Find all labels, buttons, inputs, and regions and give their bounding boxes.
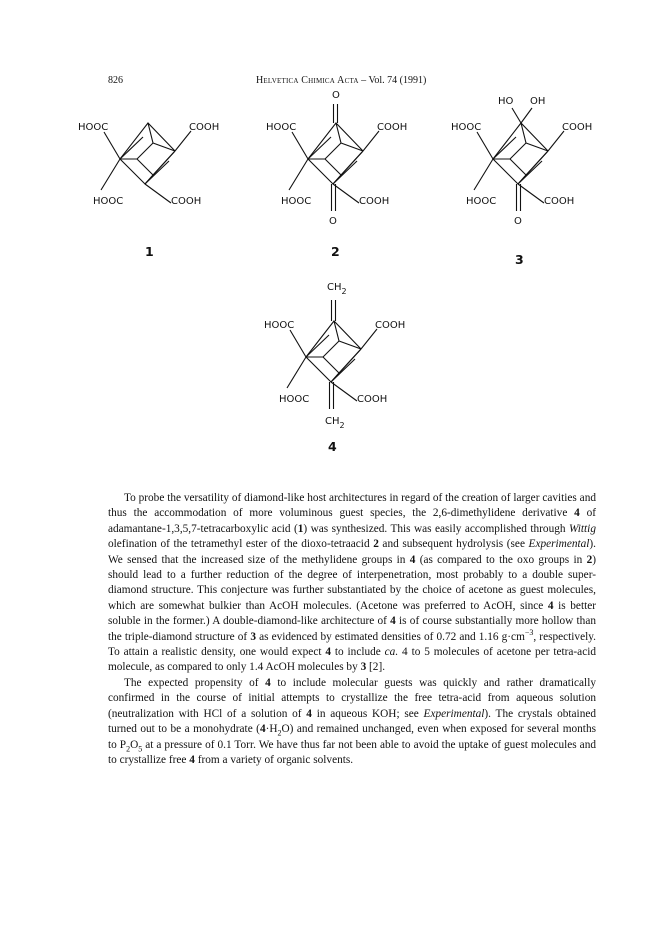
compound-reference: 4 bbox=[574, 507, 580, 520]
text-run: 4 to 5 molecules of acetone per tetra-acid molecule, as compared to only 1.4 AcOH molecules by bbox=[108, 646, 596, 674]
compound-label: 3 bbox=[515, 252, 524, 267]
carboxyl-group: COOH bbox=[377, 122, 408, 133]
oxo-group: O bbox=[514, 216, 522, 227]
paragraph-2 bbox=[108, 676, 596, 768]
structure-4 bbox=[264, 282, 405, 454]
compound-label: 1 bbox=[145, 244, 154, 259]
carboxyl-group: HOOC bbox=[264, 320, 295, 331]
paragraph-1 bbox=[108, 491, 596, 676]
text-run: ). We sensed that the increased size of the methylidene groups in bbox=[108, 538, 596, 566]
methylidene-group: $CH_2$ bbox=[325, 416, 345, 430]
compound-label: 4 bbox=[328, 439, 337, 454]
italic-text: Experimental bbox=[423, 707, 485, 720]
compound-reference: 4 bbox=[390, 615, 396, 628]
compound-reference: 4 bbox=[189, 753, 195, 766]
journal-volume: – Vol. 74 (1991) bbox=[361, 75, 427, 86]
methylidene-group: $CH_2$ bbox=[327, 282, 347, 296]
adamantane-skeleton bbox=[493, 123, 548, 184]
text-run: ·H bbox=[265, 723, 278, 736]
text-run: ). The crystals obtained turned out to be a monohydrate ( bbox=[108, 707, 597, 736]
text-run: O) and remained unchanged, even when exposed for several months to P bbox=[108, 723, 596, 751]
carboxyl-group: HOOC bbox=[266, 122, 297, 133]
carboxyl-group: HOOC bbox=[281, 196, 312, 207]
text-run: as evidenced by estimated densities of 0.72 and 1.16 g·cm bbox=[255, 630, 525, 643]
carboxyl-group: COOH bbox=[544, 196, 575, 207]
subscript: 2 bbox=[277, 728, 282, 738]
structure-1 bbox=[78, 122, 219, 259]
compound-reference: 4 bbox=[547, 599, 554, 612]
compound-reference: 3 bbox=[360, 661, 367, 674]
text-run: in aqueous KOH; see bbox=[311, 707, 424, 720]
page-number: 826 bbox=[108, 75, 123, 86]
text-run: olefination of the tetramethyl ester of the dioxo-tetraacid bbox=[108, 538, 374, 551]
carboxyl-group: HOOC bbox=[78, 122, 109, 133]
adamantane-skeleton bbox=[120, 123, 175, 184]
text-run: , respectively. To attain a realistic density, one would expect bbox=[108, 630, 596, 659]
superscript: −3 bbox=[524, 627, 534, 637]
subscript: 2 bbox=[126, 743, 131, 753]
oxo-group: O bbox=[332, 90, 340, 101]
compound-reference: 1 bbox=[297, 522, 304, 535]
italic-text: ca. bbox=[384, 646, 399, 659]
carboxyl-group: COOH bbox=[189, 122, 220, 133]
compound-reference: 2 bbox=[586, 553, 593, 566]
text-run: The expected propensity of bbox=[124, 676, 266, 689]
text-run: (as compared to the oxo groups in bbox=[415, 553, 587, 566]
hydroxyl-group: OH bbox=[530, 96, 546, 107]
text-run: ) was synthesized. This was easily accomplished through bbox=[303, 522, 569, 535]
compound-reference: 4 bbox=[259, 723, 266, 736]
carboxyl-group: COOH bbox=[171, 196, 202, 207]
text-run: to include molecular guests was quickly and rather dramatically confirmed in the course of initial attempts to crystallize the free tetra-acid from aqueous solution (neutralization with HCl of a solution of bbox=[108, 676, 596, 720]
compound-reference: 4 bbox=[409, 553, 416, 566]
carboxyl-group: COOH bbox=[562, 122, 593, 133]
italic-text: Experimental bbox=[528, 538, 590, 551]
text-run: [2]. bbox=[366, 661, 386, 674]
text-run: and subsequent hydrolysis (see bbox=[378, 538, 529, 551]
text-run: To probe the versatility of diamond-like host architectures in regard of the creation of larger cavities and thus the accommodation of more voluminous guest species, the 2,6-dimethylidene derivative bbox=[108, 492, 596, 520]
text-run: from a variety of organic solvents. bbox=[194, 753, 354, 766]
carboxyl-group: COOH bbox=[357, 394, 388, 405]
compound-reference: 4 bbox=[325, 646, 332, 659]
compound-label: 2 bbox=[331, 244, 340, 259]
compound-reference: 4 bbox=[306, 707, 312, 720]
text-run: O bbox=[130, 738, 139, 751]
compound-reference: 2 bbox=[373, 538, 379, 551]
hydroxyl-group: HO bbox=[498, 96, 514, 107]
carboxyl-group: COOH bbox=[375, 320, 406, 331]
compound-reference: 3 bbox=[250, 630, 256, 643]
body-text bbox=[108, 491, 596, 768]
carboxyl-group: COOH bbox=[359, 196, 390, 207]
adamantane-skeleton bbox=[306, 321, 361, 382]
text-run: is better soluble in the former.) A double-diamond-like architecture of bbox=[108, 599, 596, 628]
carboxyl-group: HOOC bbox=[466, 196, 497, 207]
carboxyl-group: HOOC bbox=[451, 122, 482, 133]
adamantane-skeleton bbox=[308, 123, 363, 184]
compound-reference: 4 bbox=[265, 676, 271, 689]
structure-3 bbox=[451, 96, 592, 267]
subscript: 5 bbox=[138, 743, 143, 753]
journal-name: Helvetica Chimica Acta bbox=[256, 75, 359, 86]
structure-2 bbox=[266, 90, 407, 259]
text-run: to include bbox=[331, 646, 385, 659]
carboxyl-group: HOOC bbox=[279, 394, 310, 405]
carboxyl-group: HOOC bbox=[93, 196, 124, 207]
text-run: of adamantane-1,3,5,7-tetracarboxylic acid ( bbox=[108, 507, 596, 535]
text-run: at a pressure of 0.1 Torr. We have thus far not been able to avoid the uptake of guest molecules and to crystallize free bbox=[108, 738, 596, 766]
italic-text: Wittig bbox=[568, 522, 596, 535]
text-run: ) should lead to a further reduction of the degree of interpenetration, most probably to a double super-diamond structure. This conjecture was further substantiated by the choice of acetone as guest molecules, which are somewhat bulkier than AcOH molecules. (Acetone was preferred to AcOH, since bbox=[108, 553, 596, 612]
oxo-group: O bbox=[329, 216, 337, 227]
text-run: is of course substantially more hollow than the triple-diamond structure of bbox=[108, 615, 596, 643]
